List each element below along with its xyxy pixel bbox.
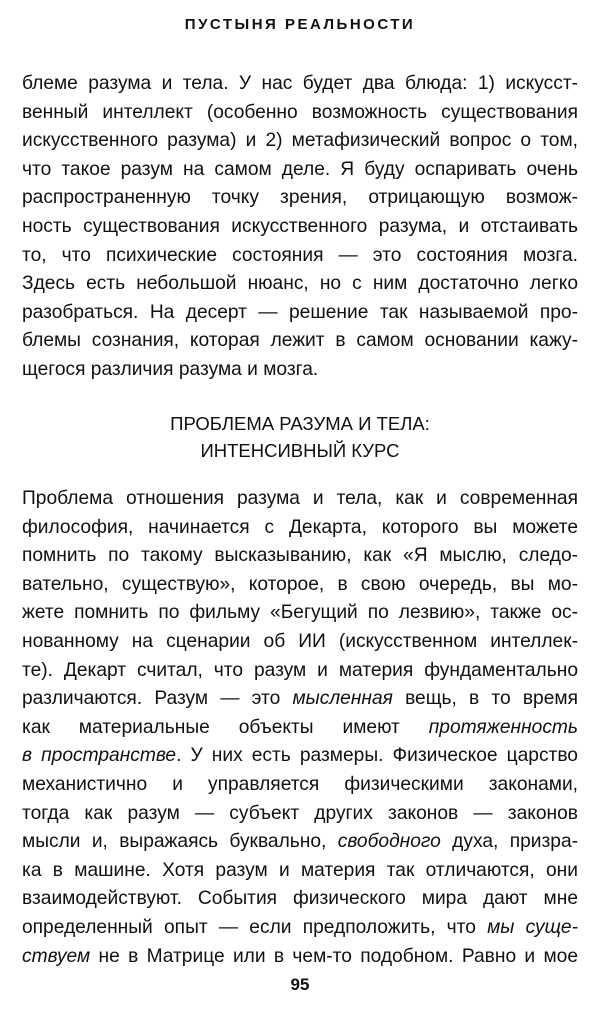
text-line: искусственного разума) и 2) метафизический вопрос о том, [22,130,578,152]
text-run: вещь, в то время [392,688,578,710]
text-line [22,685,578,714]
italic-term: свободного [337,831,441,853]
heading-line-2: ИНТЕНСИВНЫЙ КУРС [200,440,400,461]
text-line: блеме разума и тела. У нас будет два блюда: 1) искусст- [22,73,578,94]
running-head: ПУСТЫНЯ РЕАЛЬНОСТИ [184,16,416,33]
text-line: ка в машине. Хотя разум и материя так отличаются, они [22,859,578,881]
text-line: тогда как разум — субъект других законов — законов [22,802,578,824]
text-line [22,943,578,972]
italic-term: протяженность [428,716,578,738]
text-line: помнить по такому высказыванию, как «Я мыслю, следо- [22,545,578,567]
text-line [22,714,578,743]
text-line: нованному на сценарии об ИИ (искусственном интеллек- [22,630,578,652]
text-run: . У них есть размеры. Физическое царство [176,745,578,767]
page-number: 95 [290,975,310,994]
italic-term: ствуем [22,945,91,967]
text-line: венный интеллект (особенно возможность существования [22,101,578,123]
text-line: Здесь есть небольшой нюанс, но с ним достаточно легко [22,273,578,295]
paragraph-intro [22,70,578,385]
text-line [22,828,578,857]
section-heading [0,410,600,464]
text-line: что такое разум на самом деле. Я буду оспаривать очень [22,158,578,180]
text-run: духа, призра- [440,831,578,853]
text-run: как материальные объекты имеют [22,716,429,738]
text-line: Проблема отношения разума и тела, как и современная [22,488,578,509]
text-line: щегося различия разума и мозга. [22,358,319,380]
text-line: вательно, существую», которое, в свою очередь, вы мо- [22,573,578,595]
text-run: различаются. Разум — это [22,688,293,710]
text-line: взаимодействуют. События физического мира дают мне [22,888,578,910]
paragraph-body [22,485,578,971]
text-line: распространенную точку зрения, отрицающую возмож- [22,187,578,209]
text-line: механистично и управляется физическими законами, [22,773,578,795]
text-line: ность существования искусственного разума, и отстаивать [22,215,578,237]
text-line: разобраться. На десерт — решение так называемой про- [22,301,578,323]
italic-term: мы суще- [487,916,578,938]
text-line: философия, начинается с Декарта, которого вы можете [22,516,578,538]
text-line [22,914,578,943]
text-line: то, что психические состояния — это состояния мозга. [22,244,578,266]
text-line: блемы сознания, которая лежит в самом основании кажу- [22,330,578,352]
italic-term: мысленная [292,688,393,710]
text-run: не в Матрице или в чем-то подобном. Равно и мое [90,945,578,967]
text-line: жете помнить по фильму «Бегущий по лезвию», также ос- [22,602,578,624]
italic-term: в пространстве [22,745,177,767]
heading-line-1: ПРОБЛЕМА РАЗУМА И ТЕЛА: [170,413,430,434]
text-line [22,742,578,771]
text-run: определенный опыт — если предположить, что [22,916,488,938]
text-line: те). Декарт считал, что разум и материя фундаментально [22,659,578,681]
text-run: мысли и, выражаясь буквально, [22,831,338,853]
